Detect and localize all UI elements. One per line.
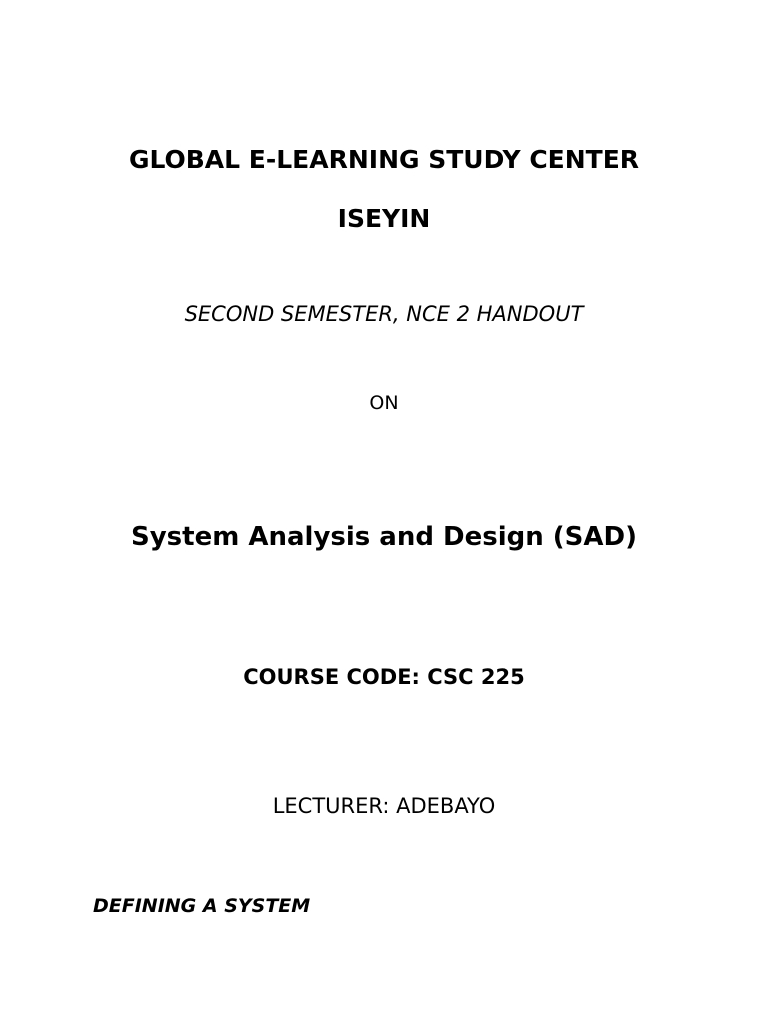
semester-line: SECOND SEMESTER, NCE 2 HANDOUT — [184, 302, 584, 326]
on-label: ON — [369, 392, 399, 414]
section-heading: DEFINING A SYSTEM — [93, 895, 311, 917]
lecturer-line: LECTURER: ADEBAYO — [272, 794, 496, 818]
institution-location: ISEYIN — [337, 204, 431, 233]
course-title: System Analysis and Design (SAD) — [131, 522, 637, 552]
course-code: COURSE CODE: CSC 225 — [243, 665, 525, 689]
institution-name: GLOBAL E-LEARNING STUDY CENTER — [128, 145, 640, 174]
